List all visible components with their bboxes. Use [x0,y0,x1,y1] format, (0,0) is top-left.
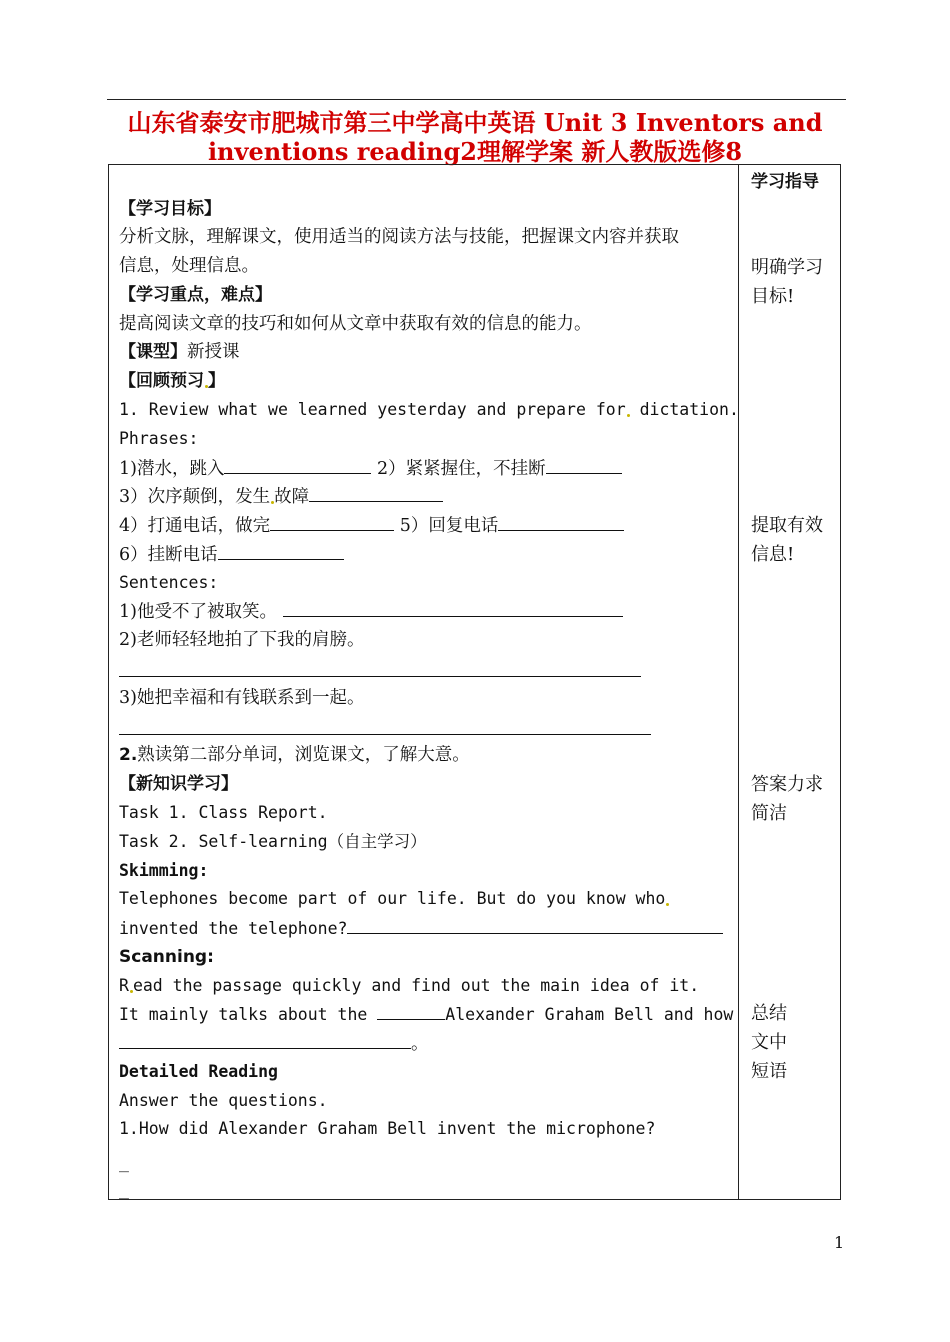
guide-note-concise: 答案力求 简洁 [751,774,823,824]
page-number: 1 [834,1233,845,1252]
answer-blank[interactable] [218,541,344,560]
phrase-row-4: 6）挂断电话 [119,541,344,568]
answer-blank[interactable] [270,512,394,531]
header-rule [107,99,846,100]
answer-line[interactable] [119,676,641,677]
skimming-question-2: invented the telephone? [119,915,723,942]
answer-blank[interactable] [546,455,622,474]
task-2: Task 2. Self-learning（自主学习） [119,832,427,851]
answer-blank[interactable] [498,512,624,531]
guide-header: 学习指导 [751,172,819,192]
answer-blank[interactable] [224,455,371,474]
detailed-reading-label: Detailed Reading [119,1062,278,1081]
guide-note-objectives: 明确学习 目标! [751,257,823,307]
column-divider [738,164,739,1200]
phrase-row-3: 4）打通电话，做完 5）回复电话 [119,512,624,539]
sentence-1: 1)他受不了被取笑。 [119,598,623,625]
item-2: 2.熟读第二部分单词，浏览课文，了解大意。 [119,745,470,765]
scanning-instruction: R ead the passage quickly and find out the main idea of it. [119,976,700,995]
objectives-text-2: 信息，处理信息。 [119,256,259,276]
new-knowledge-heading: 【新知识学习】 [119,774,238,794]
title-line-1: 山东省泰安市肥城市第三中学高中英语 Unit 3 Inventors and [127,108,823,137]
answer-instruction: Answer the questions. [119,1091,328,1110]
answer-blank[interactable] [377,1001,445,1020]
answer-blank[interactable] [283,598,623,617]
scanning-label: Scanning: [119,947,214,967]
phrases-label: Phrases: [119,429,199,448]
skimming-label: Skimming: [119,861,209,880]
answer-line-2[interactable]: _ [119,1180,129,1199]
phrase-row-1: 1)潜水，跳入 2）紧紧握住，不挂断 [119,455,622,482]
scanning-sentence-2: 。 [119,1030,429,1057]
answer-line-1[interactable]: _ [119,1153,129,1172]
task-1: Task 1. Class Report. [119,803,328,822]
lesson-type: 【课型】新授课 [119,342,240,362]
guide-note-extract: 提取有效 信息! [751,515,823,565]
answer-blank[interactable] [347,915,723,934]
answer-blank[interactable] [119,1030,411,1049]
title-line-2: inventions reading2理解学案 新人教版选修8 [207,137,743,166]
sentence-3: 3)她把幸福和有钱联系到一起。 [119,688,365,708]
key-points-heading: 【学习重点，难点】 [119,285,272,305]
phrase-row-2: 3）次序颠倒，发生 故障 [119,483,443,510]
skimming-question-1: Telephones become part of our life. But do you know who [119,886,669,912]
question-1: 1.How did Alexander Graham Bell invent the microphone? [119,1119,656,1138]
objectives-heading: 【学习目标】 [119,199,221,219]
sentence-2: 2)老师轻轻地拍了下我的肩膀。 [119,630,365,650]
document-title [100,108,850,166]
answer-line[interactable] [119,734,651,735]
review-item-1: 1. Review what we learned yesterday and prepare for dictation. [119,400,739,419]
scanning-sentence-1: It mainly talks about the Alexander Graham Bell and how [119,1001,733,1028]
sentences-label: Sentences: [119,573,219,592]
key-points-text: 提高阅读文章的技巧和如何从文章中获取有效的信息的能力。 [119,314,592,334]
answer-blank[interactable] [309,483,443,502]
review-heading: 【回顾预习 】 [119,371,225,391]
guide-note-summary: 总结 文中 短语 [751,1003,787,1082]
objectives-text-1: 分析文脉，理解课文，使用适当的阅读方法与技能，把握课文内容并获取 [119,227,679,247]
